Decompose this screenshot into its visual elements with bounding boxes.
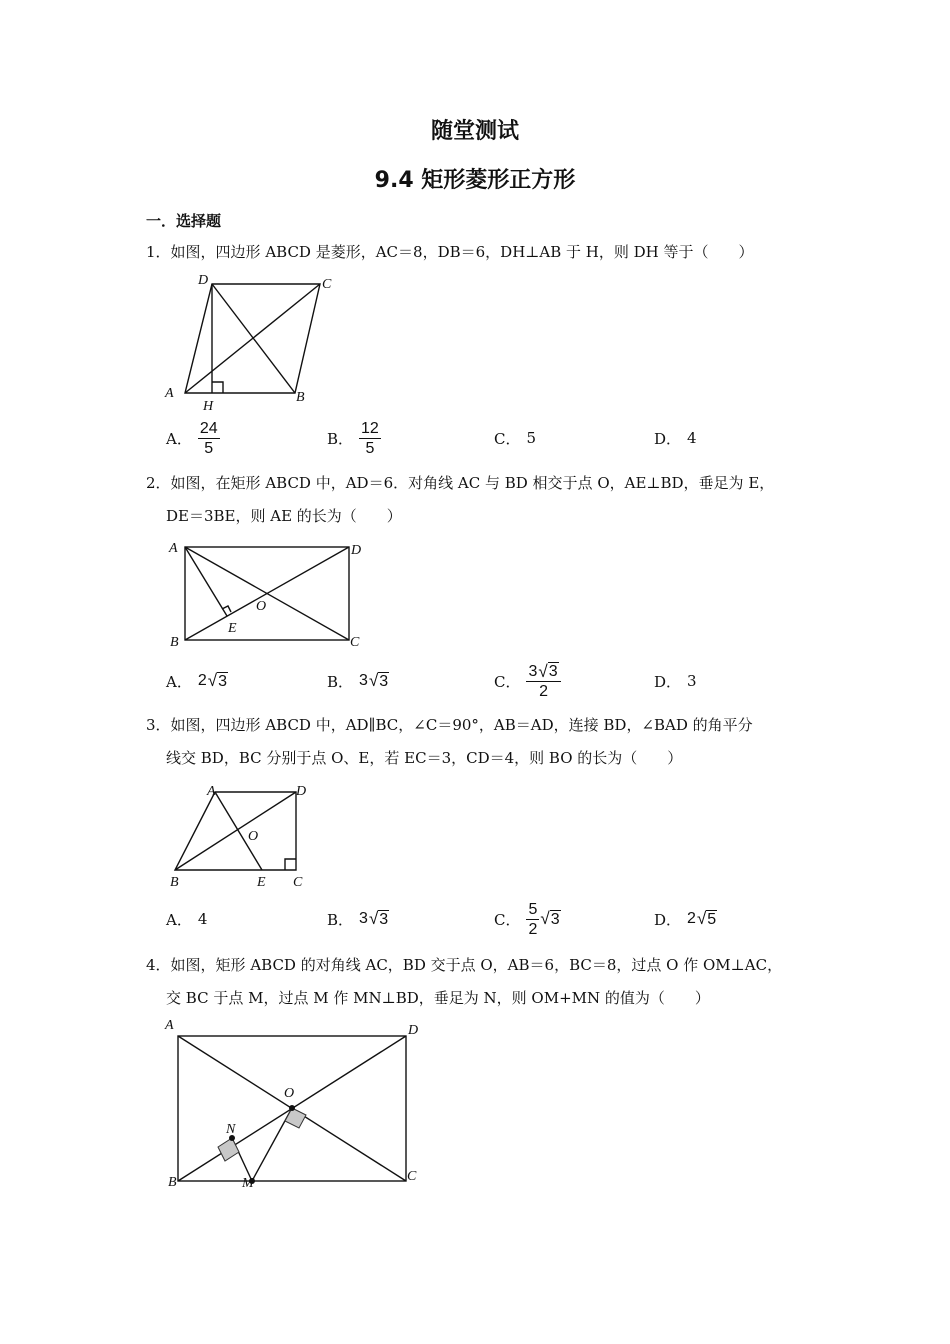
option-c[interactable]: C． 3 √ 3 2 — [494, 659, 561, 703]
right-angle-mark — [285, 859, 296, 870]
label-b: B — [170, 635, 179, 650]
question-number: 2． — [146, 474, 171, 492]
label-o: O — [284, 1086, 295, 1101]
label-b: B — [296, 390, 305, 405]
question-stem-line2: DE＝3BE，则 AE 的长为（ ） — [166, 507, 402, 525]
question-1-text — [146, 236, 816, 269]
option-a[interactable]: A． $\frac{24}{5}$ — [166, 419, 218, 457]
option-b[interactable]: B． $\frac{12}{5}$ — [327, 419, 379, 457]
option-d[interactable]: D． 2 √ 5 — [654, 909, 717, 929]
figure-trapezoid — [160, 778, 320, 894]
fraction: $\frac{24}{5}$ — [199, 419, 218, 457]
diagonal-db — [212, 284, 295, 393]
label-e: E — [228, 621, 237, 636]
diagonal-ac — [185, 284, 320, 393]
option-c[interactable]: C． $\frac{5}{2}$ √ 3 — [494, 900, 560, 938]
question-3-text — [146, 709, 816, 775]
label-c: C — [322, 277, 332, 292]
diagonal-bd — [175, 792, 296, 870]
label-c: C — [350, 635, 360, 650]
question-stem-line1: 如图，在矩形 ABCD 中，AD＝6．对角线 AC 与 BD 相交于点 O，AE⊥BD，垂足为 E， — [170, 474, 775, 492]
label-a: A — [207, 784, 216, 799]
fraction: 3 √ 3 2 — [526, 662, 560, 701]
question-2-options — [166, 659, 866, 703]
point-o — [289, 1105, 295, 1111]
question-2-text — [146, 467, 816, 533]
question-stem: 如图，四边形 ABCD 是菱形，AC＝8，DB＝6，DH⊥AB 于 H，则 DH 等于（ ） — [170, 243, 754, 261]
question-number: 4． — [146, 956, 171, 974]
label-d: D — [408, 1023, 419, 1038]
label-e: E — [257, 875, 266, 890]
label-a: A — [165, 1018, 174, 1033]
question-number: 3． — [146, 716, 171, 734]
label-c: C — [407, 1169, 417, 1184]
section-heading: 一．选择题 — [146, 212, 222, 230]
right-angle-mark-n — [218, 1138, 239, 1161]
option-d[interactable]: D． 4 — [654, 429, 697, 448]
label-o: O — [248, 829, 259, 844]
question-4-text — [146, 949, 816, 1015]
question-number: 1． — [146, 243, 171, 261]
label-m: M — [242, 1176, 254, 1191]
question-3-options — [166, 897, 866, 941]
fraction: $\frac{5}{2}$ — [528, 900, 538, 938]
label-n: N — [226, 1122, 236, 1137]
radical: √ 3 — [540, 909, 560, 928]
label-b: B — [168, 1175, 177, 1190]
figure-rectangle-2 — [160, 536, 375, 652]
question-stem-line2: 交 BC 于点 M，过点 M 作 MN⊥BD，垂足为 N，则 OM+MN 的值为（ ） — [166, 989, 710, 1007]
radical: 2 √ 3 — [197, 671, 227, 690]
radical: 3 √ 3 — [359, 671, 389, 690]
label-h: H — [203, 399, 214, 414]
option-d[interactable]: D． 3 — [654, 672, 697, 691]
option-b[interactable]: B． 3 √ 3 — [327, 909, 389, 929]
radical: 3 √ 3 — [359, 909, 389, 928]
option-a[interactable]: A． 2 √ 3 — [166, 671, 227, 691]
label-a: A — [169, 541, 178, 556]
option-a[interactable]: A． 4 — [166, 910, 208, 929]
segment-ae — [185, 547, 227, 616]
figure-rhombus — [160, 268, 350, 416]
label-o: O — [256, 599, 267, 614]
right-angle-mark — [212, 382, 223, 393]
question-1-options — [166, 416, 866, 460]
label-a: A — [165, 386, 174, 401]
page-subtitle: 9.4 矩形菱形正方形 — [374, 168, 576, 193]
option-c[interactable]: C． 5 — [494, 429, 537, 448]
label-b: B — [170, 875, 179, 890]
question-stem-line1: 如图，矩形 ABCD 的对角线 AC，BD 交于点 O，AB＝6，BC＝8，过点 O 作 OM⊥AC， — [170, 956, 783, 974]
option-b[interactable]: B． 3 √ 3 — [327, 671, 389, 691]
label-c: C — [293, 875, 303, 890]
label-d: D — [296, 784, 307, 799]
page-title: 随堂测试 — [430, 119, 519, 144]
question-stem-line2: 线交 BD，BC 分别于点 O、E，若 EC＝3，CD＝4，则 BO 的长为（ ） — [166, 749, 683, 767]
question-stem-line1: 如图，四边形 ABCD 中，AD∥BC，∠C＝90°，AB＝AD，连接 BD，∠BAD 的角平分 — [170, 716, 753, 734]
label-d: D — [351, 543, 362, 558]
figure-rectangle-4 — [160, 1012, 435, 1192]
radical: 2 √ 5 — [687, 909, 717, 928]
fraction: $\frac{12}{5}$ — [361, 419, 379, 457]
label-d: D — [198, 273, 209, 288]
